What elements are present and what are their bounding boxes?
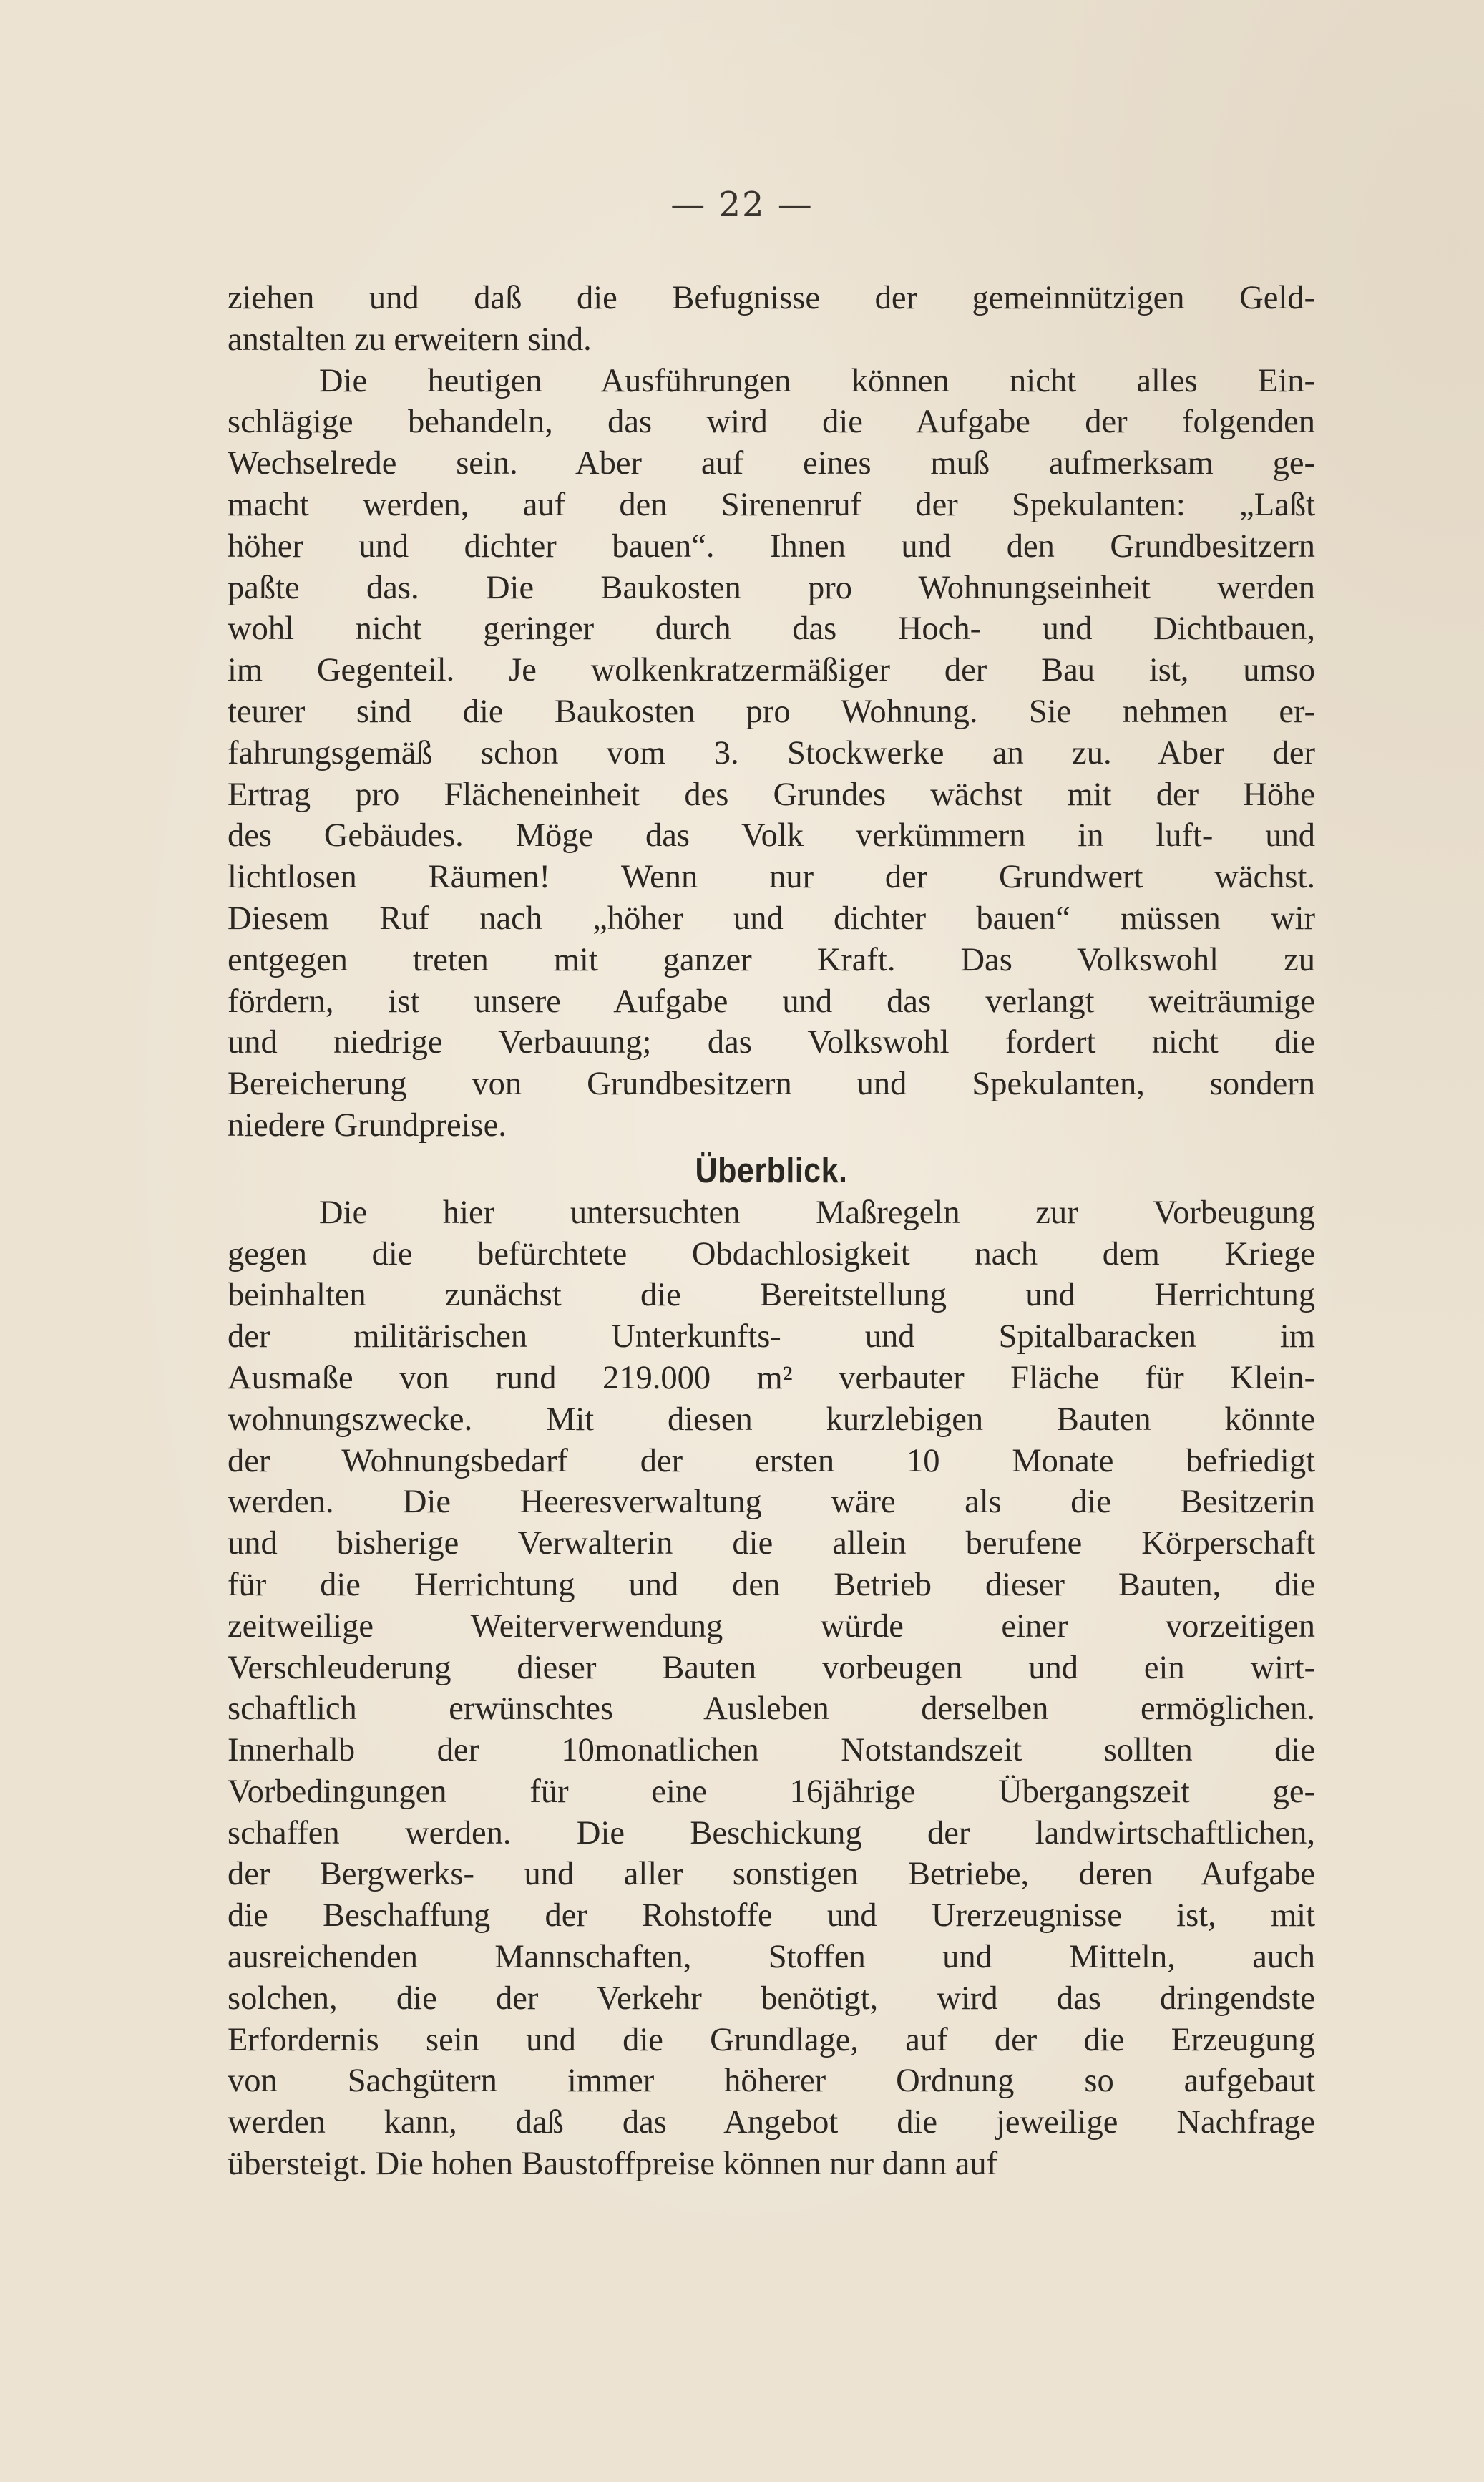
text-line: für die Herrichtung und den Betrieb dieser Bauten, die: [228, 1566, 1315, 1603]
text-line: Wechselrede sein. Aber auf eines muß aufmerksam ge-: [228, 445, 1315, 482]
text-line: schaffen werden. Die Beschickung der landwirtschaftlichen,: [228, 1814, 1315, 1851]
text-line: Die heutigen Ausführungen können nicht alles Ein-: [319, 362, 1315, 399]
section-heading: Überblick.: [695, 1151, 848, 1190]
text-line: werden. Die Heeresverwaltung wäre als die Besitzerin: [228, 1484, 1315, 1521]
text-line: die Beschaffung der Rohstoffe und Urerzeugnisse ist, mit: [228, 1897, 1315, 1934]
text-line: der militärischen Unterkunfts- und Spitalbaracken im: [228, 1318, 1315, 1356]
text-line: Verschleuderung dieser Bauten vorbeugen und ein wirt-: [228, 1649, 1315, 1686]
text-line: anstalten zu erweitern sind.: [228, 321, 592, 358]
text-line: wohnungszwecke. Mit diesen kurzlebigen Bauten könnte: [228, 1401, 1315, 1438]
text-line: wohl nicht geringer durch das Hoch- und Dichtbauen,: [228, 610, 1315, 648]
text-line: Die hier untersuchten Maßregeln zur Vorbeugung: [319, 1194, 1315, 1231]
text-line: fördern, ist unsere Aufgabe und das verlangt weiträumige: [228, 983, 1315, 1020]
text-line: solchen, die der Verkehr benötigt, wird das dringendste: [228, 1980, 1315, 2017]
paragraph-3: [228, 1192, 1315, 2185]
text-line: der Bergwerks- und aller sonstigen Betriebe, deren Aufgabe: [228, 1856, 1315, 1893]
text-line: der Wohnungsbedarf der ersten 10 Monate befriedigt: [228, 1442, 1315, 1479]
text-line: lichtlosen Räumen! Wenn nur der Grundwert wächst.: [228, 859, 1315, 896]
text-line: paßte das. Die Baukosten pro Wohnungseinheit werden: [228, 569, 1315, 606]
text-line: schaftlich erwünschtes Ausleben derselben ermöglichen.: [228, 1690, 1315, 1728]
text-line: Diesem Ruf nach „höher und dichter bauen“ müssen wir: [228, 900, 1315, 937]
section-heading-wrap: [228, 1147, 1315, 1192]
text-line: niedere Grundpreise.: [228, 1106, 507, 1144]
page-number: — 22 —: [670, 185, 814, 225]
text-line: und bisherige Verwalterin die allein berufene Körperschaft: [228, 1525, 1315, 1562]
text-line: macht werden, auf den Sirenenruf der Spekulanten: „Laßt: [228, 486, 1315, 523]
text-line: des Gebäudes. Möge das Volk verkümmern in luft- und: [228, 817, 1315, 855]
text-line: schlägige behandeln, das wird die Aufgabe der folgenden: [228, 404, 1315, 441]
text-line: entgegen treten mit ganzer Kraft. Das Volkswohl zu: [228, 941, 1315, 978]
text-line: gegen die befürchtete Obdachlosigkeit nach dem Kriege: [228, 1235, 1315, 1272]
text-line: ziehen und daß die Befugnisse der gemeinnützigen Geld-: [228, 280, 1315, 316]
text-line: zeitweilige Weiterverwendung würde einer vorzeitigen: [228, 1607, 1315, 1645]
text-line: werden kann, daß das Angebot die jeweilige Nachfrage: [228, 2104, 1315, 2141]
text-line: höher und dichter bauen“. Ihnen und den Grundbesitzern: [228, 527, 1315, 565]
text-line: Ausmaße von rund 219.000 m² verbauter Fläche für Klein-: [228, 1359, 1315, 1396]
text-line: Ertrag pro Flächeneinheit des Grundes wächst mit der Höhe: [228, 776, 1315, 813]
text-column: [228, 278, 1315, 2185]
paragraph-1: [228, 278, 1315, 361]
text-line: von Sachgütern immer höherer Ordnung so aufgebaut: [228, 2063, 1315, 2100]
paragraph-2: [228, 361, 1315, 1147]
text-line: Bereicherung von Grundbesitzern und Spekulanten, sondern: [228, 1066, 1315, 1103]
text-line: Innerhalb der 10monatlichen Notstandszeit sollten die: [228, 1732, 1315, 1769]
text-line: teurer sind die Baukosten pro Wohnung. Sie nehmen er-: [228, 693, 1315, 730]
text-line: übersteigt. Die hohen Baustoffpreise können nur dann auf: [228, 2146, 998, 2183]
text-line: Erfordernis sein und die Grundlage, auf der die Erzeugung: [228, 2021, 1315, 2058]
text-line: im Gegenteil. Je wolkenkratzermäßiger der Bau ist, umso: [228, 652, 1315, 689]
text-line: beinhalten zunächst die Bereitstellung und Herrichtung: [228, 1277, 1315, 1314]
text-line: ausreichenden Mannschaften, Stoffen und Mitteln, auch: [228, 1939, 1315, 1976]
text-line: und niedrige Verbauung; das Volkswohl fordert nicht die: [228, 1024, 1315, 1061]
text-line: Vorbedingungen für eine 16jährige Übergangszeit ge-: [228, 1773, 1315, 1810]
text-line: fahrungsgemäß schon vom 3. Stockwerke an zu. Aber der: [228, 734, 1315, 772]
